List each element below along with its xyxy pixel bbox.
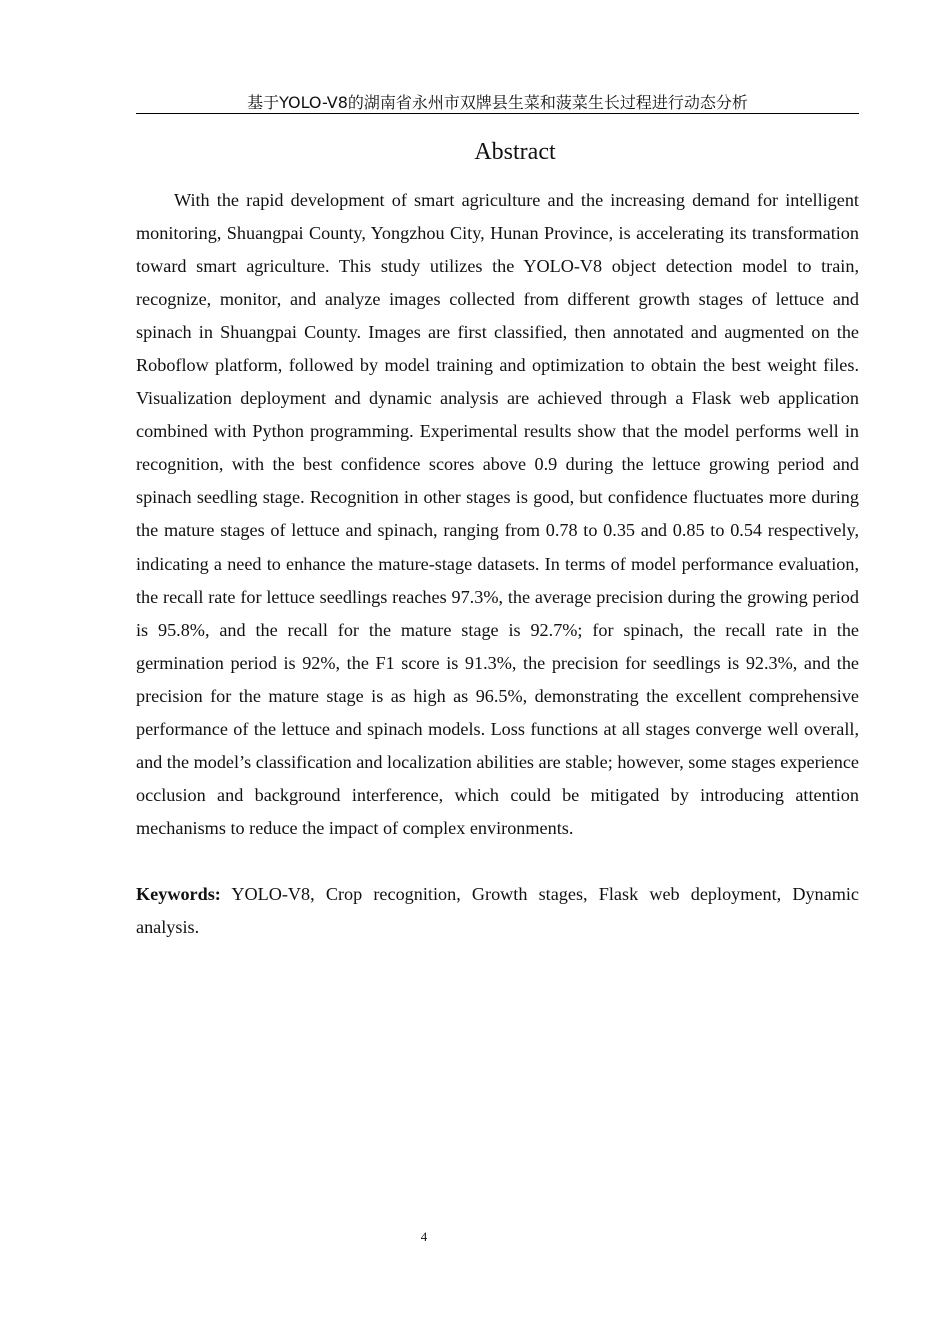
keywords-paragraph [136, 878, 859, 944]
abstract-title: Abstract [474, 139, 556, 165]
page-number: 4 [420, 1229, 428, 1244]
keywords-text: YOLO-V8, Crop recognition, Growth stages, Flask web deployment, Dynamic analysis. [136, 884, 859, 938]
keywords-label: Keywords: [136, 884, 221, 904]
abstract-body: With the rapid development of smart agriculture and the increasing demand for intelligent monitoring, Shuangpai County, Yongzhou City, Hunan Province, is accelerating its transformation toward smart agriculture. This study utilizes the YOLO-V8 object detection model to train, recognize, monitor, and analyze images collected from different growth stages of lettuce and spinach in Shuangpai County. Images are first classified, then annotated and augmented on the Roboflow platform, followed by model training and optimization to obtain the best weight files. Visualization deployment and dynamic analysis are achieved through a Flask web application combined with Python programming. Experimental results show that the model performs well in recognition, with the best confidence scores above 0.9 during the lettuce growing period and spinach seedling stage. Recognition in other stages is good, but confidence fluctuates more during the mature stages of lettuce and spinach, ranging from 0.78 to 0.35 and 0.85 to 0.54 respectively, indicating a need to enhance the mature-stage datasets. In terms of model performance evaluation, the recall rate for lettuce seedlings reaches 97.3%, the average precision during the growing period is 95.8%, and the recall for the mature stage is 92.7%; for spinach, the recall rate in the germination period is 92%, the F1 score is 91.3%, the precision for seedlings is 92.3%, and the precision for the mature stage is as high as 96.5%, demonstrating the excellent comprehensive performance of the lettuce and spinach models. Loss functions at all stages converge well overall, and the model’s classification and localization abilities are stable; however, some stages experience occlusion and background interference, which could be mitigated by introducing attention mechanisms to reduce the impact of complex environments. [136, 190, 859, 838]
running-header: 基于YOLO-V8的湖南省永州市双牌县生菜和菠菜生长过程进行动态分析 [136, 92, 859, 114]
